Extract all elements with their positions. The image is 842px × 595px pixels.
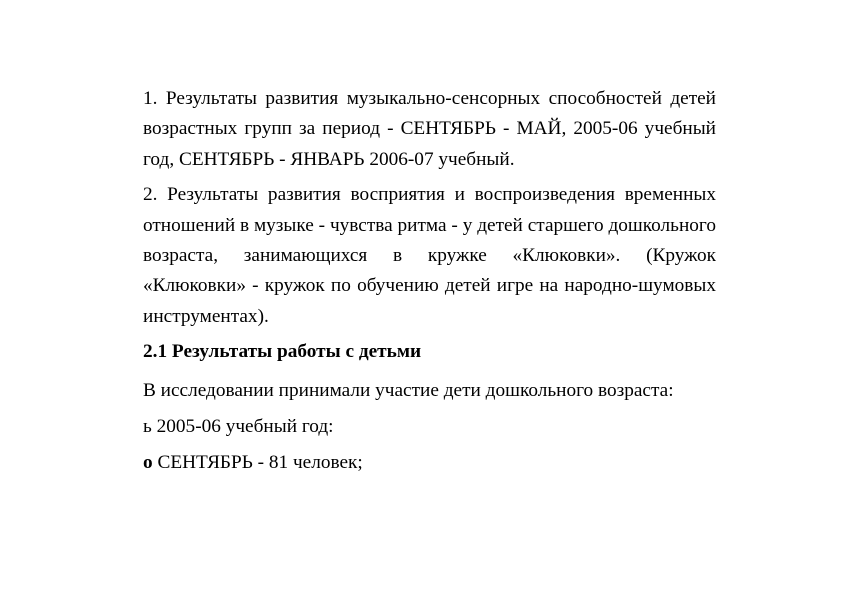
paragraph-participants: В исследовании принимали участие дети дошкольного возраста: — [143, 379, 674, 401]
list-marker: o — [143, 452, 153, 474]
paragraph-results-musical-sensory: 1. Результаты развития музыкально-сенсорных способностей детей возрастных групп за период - СЕНТЯБРЬ - МАЙ, 2005-06 учебный год, СЕНТЯБРЬ - ЯНВАРЬ 2006-07 учебный. — [143, 88, 716, 170]
document-body — [143, 84, 716, 479]
list-item-september — [143, 448, 716, 478]
paragraph-results-rhythm: 2. Результаты развития восприятия и воспроизведения временных отношений в музыке - чувства ритма - у детей старшего дошкольного возраста, занимающихся в кружке «Клюковки». (Кружок «Клюковки» - кружок по обучению детей игре на народно-шумовых инструментах). — [143, 184, 716, 327]
list-item-text: СЕНТЯБРЬ - 81 человек; — [157, 452, 363, 474]
list-marker: ь — [143, 416, 152, 438]
list-item-school-year — [143, 412, 716, 442]
list-item-text: 2005-06 учебный год: — [156, 416, 334, 438]
section-heading: 2.1 Результаты работы с детьми — [143, 341, 422, 363]
